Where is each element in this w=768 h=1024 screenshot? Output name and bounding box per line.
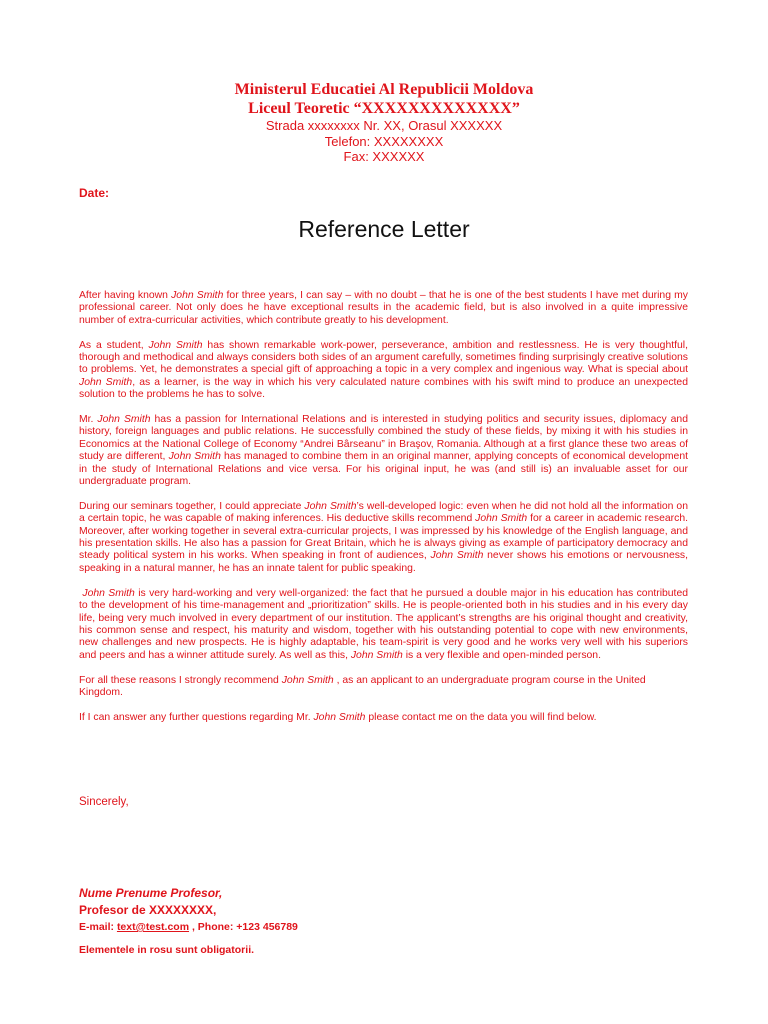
student-name: John Smith (350, 649, 403, 661)
school-name: Liceul Teoretic “XXXXXXXXXXXXX” (248, 100, 520, 117)
mandatory-note: Elementele in rosu sunt obligatorii. (79, 944, 255, 956)
paragraph-6: For all these reasons I strongly recommend John Smith , as an applicant to an undergraduate program course in the United Kingdom. (79, 674, 646, 698)
paragraph-7: If I can answer any further questions regarding Mr. John Smith please contact me on the data you will find below. (79, 711, 597, 723)
letter-header (0, 80, 768, 165)
student-name: John Smith (148, 339, 203, 351)
student-name: John Smith (82, 587, 135, 599)
paragraph-5: John Smith is very hard-working and very well-organized: the fact that he pursued a double major in his education has contributed to the development of his time-management and „prioritization” skills. He is people-oriented both in his studies and in his every day life, being very much involved in every department of our institution. The applicant’s strengths are his original thought and creativity, his common sense and respect, his maturity and wisdom, together with his outstanding potential to cope with new environments, new challenges and new prospects. He is highly adaptable, his team-spirit is very good and he works very well with his superiors and peers and has a winner attitude surely. As well as this, John Smith is a very flexible and open-minded person. (79, 587, 689, 661)
email-link[interactable]: text@test.com (116, 921, 190, 933)
student-name: John Smith (313, 711, 366, 723)
letter-body (79, 290, 688, 737)
paragraph-3: Mr. John Smith has a passion for International Relations and is interested in studying politics and security issues, diplomacy and history, foreign languages and public relations. He successfully combined the study of these fields, by mixing it with his studies in Economics at the National College of Economy “Andrei Bârseanu” in Braşov, Romania. Although at a first glance these two areas of study are different, John Smith has managed to combine them in an original manner, applying concepts of economical development in the study of International Relations and vice versa. For his original input, he was (and still is) an invaluable asset for our undergraduate program. (79, 414, 688, 488)
paragraph-1: After having known John Smith for three years, I can say – with no doubt – that he is one of the best students I have met during my professional career. Not only does he have exceptional results in the academic field, but is also involved in a quite impressive number of extra-curricular activities, which contribute greatly to his development. (79, 290, 689, 326)
signatory-name: Nume Prenume Profesor, (79, 886, 223, 900)
student-name: John Smith (475, 513, 528, 525)
student-name: John Smith (430, 550, 484, 562)
student-name: John Smith (97, 414, 151, 426)
school-address: Strada xxxxxxxx Nr. XX, Orasul XXXXXX (265, 118, 503, 133)
signatory-role: Profesor de XXXXXXXX, (79, 903, 217, 917)
page-title: Reference Letter (298, 216, 470, 242)
signatory-contact: E-mail: text@test.com , Phone: +123 456789 (79, 921, 298, 933)
student-name: John Smith (304, 500, 357, 512)
school-fax: Fax: XXXXXX (343, 149, 425, 164)
closing: Sincerely, (79, 796, 129, 808)
school-phone: Telefon: XXXXXXXX (324, 133, 444, 149)
signature-block (79, 885, 298, 936)
student-name: John Smith (281, 674, 334, 686)
student-name: John Smith (79, 376, 133, 388)
paragraph-2: As a student, John Smith has shown remarkable work-power, perseverance, ambition and restlessness. He is very thoughtful, thorough and methodical and always considers both sides of an argument carefully, sometimes finding surprisingly creative solutions to problems. Yet, he demonstrates a special gift of approaching a topic in a very complex and ingenious way. What is special about John Smith, as a learner, is the way in which his very calculated nature combines with his swift mind to produce an unexpected solution to the problems he has to solve. (79, 339, 688, 401)
paragraph-4: During our seminars together, I could appreciate John Smith’s well-developed logic: even when he did not hold all the information on a certain topic, he was capable of making inferences. His deductive skills recommend John Smith for a career in academic research. Moreover, after working together in several extra-curricular projects, I was impressed by his knowledge of the English language, and his presentation skills. He also has a passion for Great Britain, which he is always giving as example of participatory democracy and steady political system in his works. When speaking in front of audiences, John Smith never shows his emotions or nervousness, speaking in a natural manner, he has an innate talent for public speaking. (79, 500, 688, 574)
date-label: Date: (79, 186, 110, 200)
student-name: John Smith (171, 290, 224, 301)
student-name: John Smith (168, 451, 221, 463)
ministry-name: Ministerul Educatiei Al Republicii Moldova (234, 81, 534, 98)
